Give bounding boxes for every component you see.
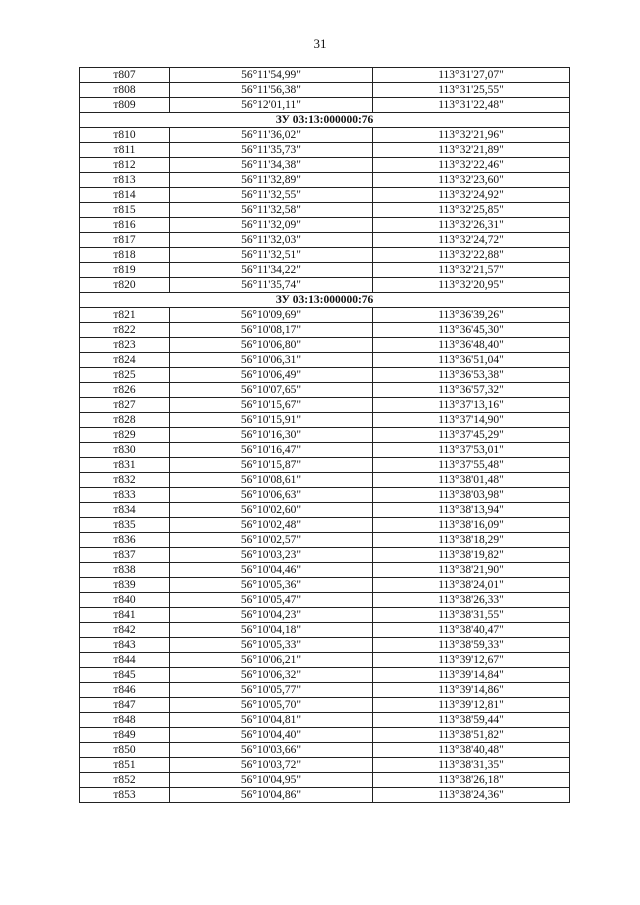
latitude-cell: 56°11'56,38" [170, 83, 373, 98]
table-row [80, 503, 570, 518]
latitude-cell: 56°11'32,09" [170, 218, 373, 233]
point-id-cell: т827 [80, 398, 170, 413]
longitude-cell: 113°32'21,57" [373, 263, 570, 278]
longitude-cell: 113°37'55,48" [373, 458, 570, 473]
table-row [80, 488, 570, 503]
table-row [80, 83, 570, 98]
latitude-cell: 56°11'34,22" [170, 263, 373, 278]
latitude-cell: 56°10'04,95" [170, 773, 373, 788]
point-id-cell: т821 [80, 308, 170, 323]
latitude-cell: 56°10'02,48" [170, 518, 373, 533]
table-row [80, 278, 570, 293]
coordinates-table-body [80, 68, 570, 803]
table-row [80, 173, 570, 188]
latitude-cell: 56°10'07,65" [170, 383, 373, 398]
longitude-cell: 113°38'13,94" [373, 503, 570, 518]
table-row [80, 428, 570, 443]
latitude-cell: 56°11'36,02" [170, 128, 373, 143]
table-row [80, 758, 570, 773]
table-row [80, 473, 570, 488]
point-id-cell: т824 [80, 353, 170, 368]
longitude-cell: 113°36'45,30" [373, 323, 570, 338]
longitude-cell: 113°38'40,47" [373, 623, 570, 638]
latitude-cell: 56°10'06,80" [170, 338, 373, 353]
longitude-cell: 113°32'25,85" [373, 203, 570, 218]
latitude-cell: 56°10'06,63" [170, 488, 373, 503]
table-row [80, 413, 570, 428]
latitude-cell: 56°10'04,86" [170, 788, 373, 803]
longitude-cell: 113°39'12,67" [373, 653, 570, 668]
longitude-cell: 113°32'23,60" [373, 173, 570, 188]
table-row [80, 728, 570, 743]
table-row [80, 353, 570, 368]
longitude-cell: 113°38'16,09" [373, 518, 570, 533]
latitude-cell: 56°10'15,91" [170, 413, 373, 428]
table-row [80, 773, 570, 788]
point-id-cell: т822 [80, 323, 170, 338]
latitude-cell: 56°10'06,32" [170, 668, 373, 683]
table-row [80, 188, 570, 203]
latitude-cell: 56°11'32,58" [170, 203, 373, 218]
latitude-cell: 56°11'32,89" [170, 173, 373, 188]
table-row [80, 158, 570, 173]
point-id-cell: т841 [80, 608, 170, 623]
point-id-cell: т829 [80, 428, 170, 443]
longitude-cell: 113°38'59,33" [373, 638, 570, 653]
longitude-cell: 113°38'21,90" [373, 563, 570, 578]
latitude-cell: 56°10'03,23" [170, 548, 373, 563]
table-row [80, 98, 570, 113]
longitude-cell: 113°36'57,32" [373, 383, 570, 398]
latitude-cell: 56°11'32,51" [170, 248, 373, 263]
table-row [80, 233, 570, 248]
point-id-cell: т849 [80, 728, 170, 743]
point-id-cell: т836 [80, 533, 170, 548]
point-id-cell: т845 [80, 668, 170, 683]
point-id-cell: т819 [80, 263, 170, 278]
point-id-cell: т851 [80, 758, 170, 773]
longitude-cell: 113°37'45,29" [373, 428, 570, 443]
table-row [80, 713, 570, 728]
point-id-cell: т826 [80, 383, 170, 398]
latitude-cell: 56°10'04,46" [170, 563, 373, 578]
latitude-cell: 56°11'32,03" [170, 233, 373, 248]
latitude-cell: 56°12'01,11" [170, 98, 373, 113]
longitude-cell: 113°38'24,01" [373, 578, 570, 593]
latitude-cell: 56°10'08,61" [170, 473, 373, 488]
latitude-cell: 56°10'03,72" [170, 758, 373, 773]
table-row [80, 623, 570, 638]
point-id-cell: т813 [80, 173, 170, 188]
table-row [80, 383, 570, 398]
point-id-cell: т831 [80, 458, 170, 473]
point-id-cell: т810 [80, 128, 170, 143]
point-id-cell: т834 [80, 503, 170, 518]
longitude-cell: 113°32'21,96" [373, 128, 570, 143]
table-row [80, 698, 570, 713]
table-row [80, 788, 570, 803]
latitude-cell: 56°10'06,49" [170, 368, 373, 383]
point-id-cell: т847 [80, 698, 170, 713]
table-row [80, 668, 570, 683]
coordinates-table [79, 67, 570, 803]
table-row [80, 443, 570, 458]
latitude-cell: 56°10'06,21" [170, 653, 373, 668]
longitude-cell: 113°39'12,81" [373, 698, 570, 713]
latitude-cell: 56°11'35,73" [170, 143, 373, 158]
point-id-cell: т817 [80, 233, 170, 248]
longitude-cell: 113°38'59,44" [373, 713, 570, 728]
point-id-cell: т835 [80, 518, 170, 533]
section-header-cell: ЗУ 03:13:000000:76 [80, 293, 570, 308]
point-id-cell: т814 [80, 188, 170, 203]
table-row [80, 368, 570, 383]
point-id-cell: т850 [80, 743, 170, 758]
longitude-cell: 113°38'03,98" [373, 488, 570, 503]
latitude-cell: 56°10'08,17" [170, 323, 373, 338]
point-id-cell: т832 [80, 473, 170, 488]
longitude-cell: 113°32'21,89" [373, 143, 570, 158]
table-row [80, 308, 570, 323]
point-id-cell: т848 [80, 713, 170, 728]
point-id-cell: т828 [80, 413, 170, 428]
longitude-cell: 113°31'25,55" [373, 83, 570, 98]
table-row [80, 248, 570, 263]
longitude-cell: 113°31'27,07" [373, 68, 570, 83]
point-id-cell: т823 [80, 338, 170, 353]
point-id-cell: т818 [80, 248, 170, 263]
longitude-cell: 113°37'14,90" [373, 413, 570, 428]
latitude-cell: 56°10'16,47" [170, 443, 373, 458]
latitude-cell: 56°10'02,57" [170, 533, 373, 548]
table-row [80, 683, 570, 698]
point-id-cell: т820 [80, 278, 170, 293]
point-id-cell: т846 [80, 683, 170, 698]
longitude-cell: 113°32'26,31" [373, 218, 570, 233]
point-id-cell: т852 [80, 773, 170, 788]
latitude-cell: 56°11'34,38" [170, 158, 373, 173]
table-row [80, 323, 570, 338]
point-id-cell: т811 [80, 143, 170, 158]
table-row [80, 203, 570, 218]
longitude-cell: 113°38'40,48" [373, 743, 570, 758]
latitude-cell: 56°11'54,99" [170, 68, 373, 83]
point-id-cell: т816 [80, 218, 170, 233]
point-id-cell: т830 [80, 443, 170, 458]
longitude-cell: 113°39'14,86" [373, 683, 570, 698]
point-id-cell: т844 [80, 653, 170, 668]
longitude-cell: 113°32'22,46" [373, 158, 570, 173]
longitude-cell: 113°38'51,82" [373, 728, 570, 743]
section-header-row [80, 293, 570, 308]
point-id-cell: т812 [80, 158, 170, 173]
table-row [80, 743, 570, 758]
table-row [80, 653, 570, 668]
point-id-cell: т833 [80, 488, 170, 503]
table-row [80, 563, 570, 578]
longitude-cell: 113°38'31,55" [373, 608, 570, 623]
latitude-cell: 56°10'15,87" [170, 458, 373, 473]
longitude-cell: 113°37'13,16" [373, 398, 570, 413]
latitude-cell: 56°10'05,36" [170, 578, 373, 593]
point-id-cell: т842 [80, 623, 170, 638]
longitude-cell: 113°36'51,04" [373, 353, 570, 368]
section-header-cell: ЗУ 03:13:000000:76 [80, 113, 570, 128]
point-id-cell: т838 [80, 563, 170, 578]
page-number: 31 [313, 36, 327, 51]
longitude-cell: 113°36'39,26" [373, 308, 570, 323]
longitude-cell: 113°32'24,72" [373, 233, 570, 248]
latitude-cell: 56°10'05,33" [170, 638, 373, 653]
longitude-cell: 113°32'20,95" [373, 278, 570, 293]
table-row [80, 533, 570, 548]
table-row [80, 263, 570, 278]
longitude-cell: 113°38'18,29" [373, 533, 570, 548]
latitude-cell: 56°10'04,18" [170, 623, 373, 638]
point-id-cell: т809 [80, 98, 170, 113]
latitude-cell: 56°10'05,77" [170, 683, 373, 698]
point-id-cell: т837 [80, 548, 170, 563]
table-row [80, 398, 570, 413]
table-row [80, 608, 570, 623]
latitude-cell: 56°11'32,55" [170, 188, 373, 203]
latitude-cell: 56°10'04,81" [170, 713, 373, 728]
longitude-cell: 113°31'22,48" [373, 98, 570, 113]
latitude-cell: 56°10'05,70" [170, 698, 373, 713]
longitude-cell: 113°38'31,35" [373, 758, 570, 773]
point-id-cell: т825 [80, 368, 170, 383]
latitude-cell: 56°10'06,31" [170, 353, 373, 368]
longitude-cell: 113°32'24,92" [373, 188, 570, 203]
latitude-cell: 56°11'35,74" [170, 278, 373, 293]
table-row [80, 548, 570, 563]
latitude-cell: 56°10'09,69" [170, 308, 373, 323]
point-id-cell: т815 [80, 203, 170, 218]
table-row [80, 338, 570, 353]
table-row [80, 638, 570, 653]
latitude-cell: 56°10'03,66" [170, 743, 373, 758]
longitude-cell: 113°38'01,48" [373, 473, 570, 488]
table-row [80, 518, 570, 533]
table-row [80, 143, 570, 158]
table-row [80, 578, 570, 593]
table-row [80, 218, 570, 233]
point-id-cell: т807 [80, 68, 170, 83]
point-id-cell: т853 [80, 788, 170, 803]
section-header-row [80, 113, 570, 128]
point-id-cell: т808 [80, 83, 170, 98]
longitude-cell: 113°36'53,38" [373, 368, 570, 383]
point-id-cell: т843 [80, 638, 170, 653]
latitude-cell: 56°10'16,30" [170, 428, 373, 443]
longitude-cell: 113°36'48,40" [373, 338, 570, 353]
point-id-cell: т839 [80, 578, 170, 593]
table-row [80, 458, 570, 473]
latitude-cell: 56°10'05,47" [170, 593, 373, 608]
latitude-cell: 56°10'04,23" [170, 608, 373, 623]
latitude-cell: 56°10'15,67" [170, 398, 373, 413]
latitude-cell: 56°10'02,60" [170, 503, 373, 518]
longitude-cell: 113°38'19,82" [373, 548, 570, 563]
table-row [80, 128, 570, 143]
longitude-cell: 113°38'26,18" [373, 773, 570, 788]
point-id-cell: т840 [80, 593, 170, 608]
table-row [80, 593, 570, 608]
table-row [80, 68, 570, 83]
longitude-cell: 113°39'14,84" [373, 668, 570, 683]
longitude-cell: 113°38'26,33" [373, 593, 570, 608]
longitude-cell: 113°38'24,36" [373, 788, 570, 803]
latitude-cell: 56°10'04,40" [170, 728, 373, 743]
longitude-cell: 113°37'53,01" [373, 443, 570, 458]
longitude-cell: 113°32'22,88" [373, 248, 570, 263]
